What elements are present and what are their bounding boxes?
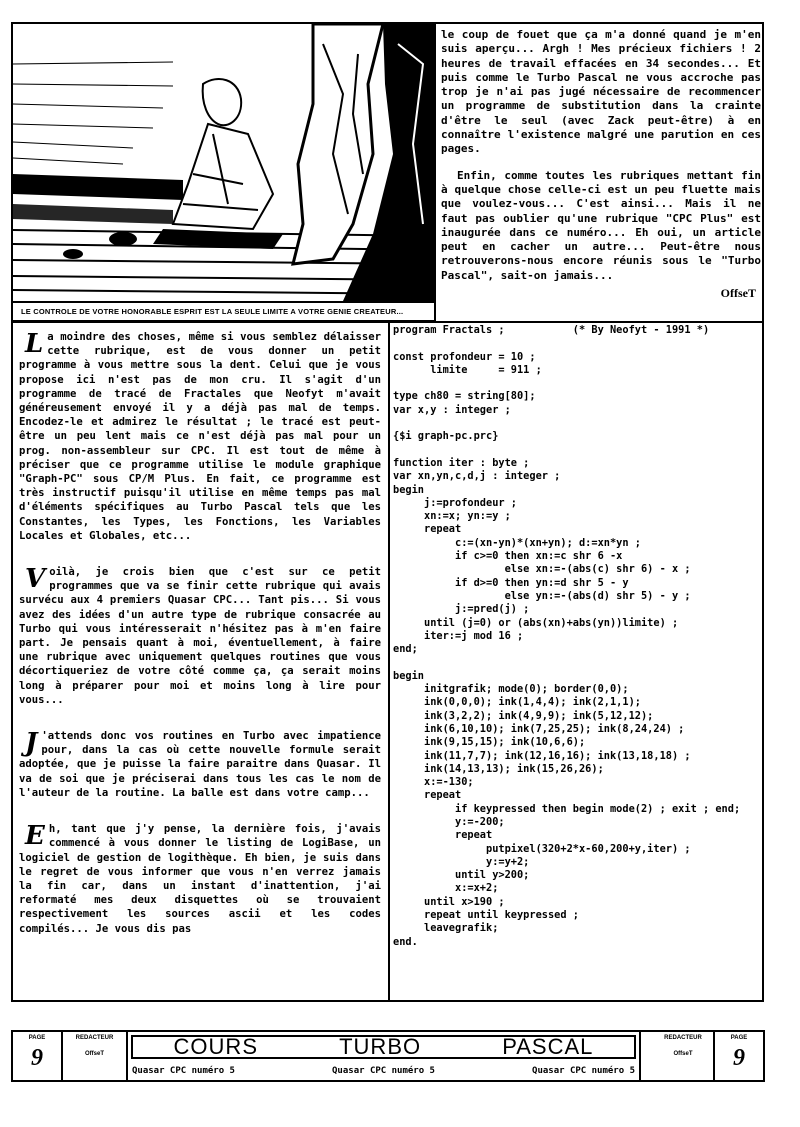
redacteur-right: REDACTEUR OffseT [653,1032,715,1080]
article-paragraph [19,565,381,707]
article-text-column [19,330,381,998]
intro-paragraph-2: Enfin, comme toutes les rubriques mettant fin à quelque chose celle-ci est un peu fluette mais que voulez-vous... C'est ainsi... Mais il ne faut pas oublier qu'une rubrique "CPC Plus" est inaugurée dans ce numéro... Eh oui, un article peut en cacher un autre... Peut-être nous retrouverons-nous encore réunis sous le "Turbo Pascal", sait-on jamais... [441,168,761,282]
article-frame [11,22,764,1002]
author-signature: OffseT [720,286,756,300]
drop-cap: J [25,728,38,759]
page-number-right: PAGE 9 [730,1035,748,1071]
illustration-caption: LE CONTROLE DE VOTRE HONORABLE ESPRIT EST LA SEULE LIMITE A VOTRE GENIE CREATEUR... [13,303,436,322]
article-paragraph [19,330,381,543]
illustration [13,24,436,303]
title-word: TURBO [339,1034,422,1059]
issue-label: Quasar CPC numéro 5 [132,1066,235,1076]
issue-label: Quasar CPC numéro 5 [532,1066,635,1076]
issue-label: Quasar CPC numéro 5 [332,1066,435,1076]
redacteur-left: REDACTEUR OffseT [63,1032,128,1080]
pascal-code-listing: program Fractals ; (* By Neofyt - 1991 *) const profondeur = 10 ; limite = 911 ; type ch80 = string[80]; var x,y : integer ; {$i graph-pc.prc} function iter : byte ; var xn,yn,c,d,j : integer ; begin j:=profondeur ; xn:=x; yn:=y ; repeat c:=(xn-yn)*(xn+yn); d:=xn*yn ; if c>=0 then xn:=c shr 6 -x else xn:=-(abs(c) shr 6) - x ; if d>=0 then yn:=d shr 5 - y else yn:=-(abs(d) shr 5) - y ; j:=pred(j) ; until (j=0) or (abs(xn)+abs(yn))limite) ; iter:=j mod 16 ; end; begin initgrafik; mode(0); border(0,0); ink(0,0,0); ink(1,4,4); ink(2,1,1); ink(3,2,2); ink(4,9,9); ink(5,12,12); ink(6,10,10); ink(7,25,25); ink(8,24,24) ; ink(9,15,15); ink(10,6,6); ink(11,7,7); ink(12,16,16); ink(13,18,18) ; ink(14,13,13); ink(15,26,26); x:=-130; repeat if keypressed then begin mode(2) ; exit ; end; y:=-200; repeat putpixel(320+2*x-60,200+y,iter) ; y:=y+2; until y>200; x:=x+2; until x>190 ; repeat until keypressed ; leavegrafik; end. [393,324,741,948]
section-title [131,1035,636,1059]
page-footer [11,1030,765,1082]
title-word: COURS [173,1034,258,1059]
drop-cap: L [25,330,44,359]
paragraph-text: oilà, je crois bien que c'est sur ce petit programmes que va se finir cette rubrique qui avais survécu aux 4 premiers Quasar CPC... Tant pis... Si vous avez des idées d'un autre type de rubrique consacrée au Turbo qui vous intéresserait n'hésitez pas à m'en faire part. Je pensais quant à moi, éventuellement, à faire une rubrique avec uniquement quelques routines que vous décortiqueriez de votre côté comme ça, ça serait moins long à préparer pour moi et moins long à lire pour vous... [19,566,381,706]
section-title-box [128,1032,641,1080]
article-paragraph [19,729,381,800]
code-listing-column [393,324,761,1000]
vertical-divider [388,321,390,1000]
title-word: PASCAL [502,1034,594,1059]
paragraph-text: 'attends donc vos routines en Turbo avec impatience pour, dans la cas où cette nouvelle formule serait adoptée, que je puisse la faire paraitre dans Quasar. Il va de soi que je préciserai dans tous les cas le nom de l'auteur de la routine. La balle est dans votre camp... [19,730,381,799]
paragraph-text: a moindre des choses, même si vous semblez délaisser cette rubrique, est de vous donner un petit programme à vous mettre sous la dent. Celui que je vous propose ici n'est pas de mon cru. Il s'agit d'un programme de tracé de Fractales que Neofyt m'avait généreusement envoyé il y a déjà pas mal de temps. Encodez-le et admirez le résultat ; le tracé est peut-être un peu lent mais ce n'est déjà pas mal pour un prog. non-assembleur sur CPC. Il est tout de même à préciser que ce programme utilise le module graphique "Graph-PC" sous CP/M Plus. En fait, ce programme est très instructif puisqu'il utilise en même temps pas mal d'éléments spécifiques au Turbo Pascal tels que les Constantes, les Types, les Fonctions, les Variables Locales et Globales, etc... [19,331,381,542]
paragraph-text: h, tant que j'y pense, la dernière fois, j'avais commencé à vous donner le listing de LogiBase, un logiciel de gestion de logithèque. Eh bien, je suis dans le regret de vous informer que vous n'en verrez jamais la fin car, dans un instant d'inattention, j'ai reformaté mes deux disquettes où se trouvaient respectivement les sources ascii et les codes compilés... Je vous dis pas [19,823,381,935]
article-paragraph [19,822,381,936]
intro-text-column [441,28,761,320]
intro-paragraph-1: le coup de fouet que ça m'a donné quand je m'en suis aperçu... Argh ! Mes précieux fichiers ! 2 heures de travail effacées en 34 secondes... Et puis comme le Turbo Pascal ne vous accroche pas trop je n'ai pas jugé nécessaire de recommencer un programme de substitution dans la crainte d'être le seul (avec Zack peut-être) à en connaître l'existence malgré une parution en ces pages. [441,28,761,156]
issue-row [128,1062,639,1080]
illustration-drawing [13,24,434,301]
drop-cap: V [25,564,46,595]
page-number-left: PAGE 9 [13,1032,63,1080]
drop-cap: E [25,821,45,852]
